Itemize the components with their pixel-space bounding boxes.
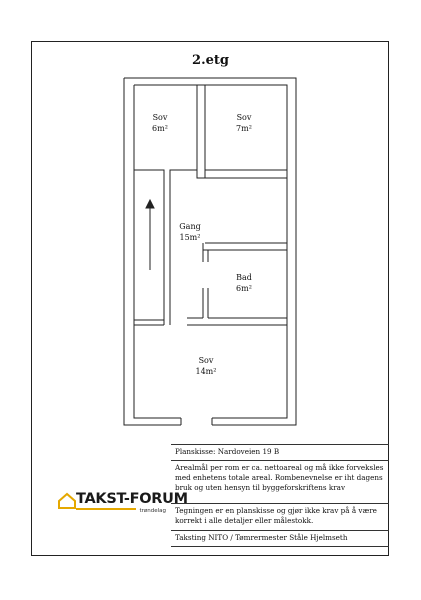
direction-arrow: [146, 200, 154, 270]
sketch-label: Planskisse: Nardoveien 19 B: [171, 445, 389, 461]
room-area: 6m²: [236, 284, 252, 293]
room-label-bad: [214, 272, 274, 294]
room-name: Gang: [179, 222, 201, 231]
wall-sov-3: [134, 320, 164, 325]
room-area: 6m²: [152, 124, 168, 133]
room-name: Sov: [236, 113, 252, 122]
room-label-sov-2: [214, 112, 274, 134]
takst-forum-logo: [58, 491, 188, 519]
room-label-sov-3: [176, 355, 236, 377]
room-name: Sov: [152, 113, 168, 122]
room-area: 14m²: [195, 367, 217, 376]
author: Taksting NITO / Tømrermester Ståle Hjelmseth: [171, 531, 389, 547]
floor-title: 2.etg: [192, 53, 229, 68]
logo-name: TAKST-FORUM: [76, 491, 188, 507]
house-logo-icon: [58, 492, 76, 510]
room-name: Sov: [198, 356, 214, 365]
room-area: 7m²: [236, 124, 252, 133]
room-area: 15m²: [179, 233, 201, 242]
room-name: Bad: [236, 273, 252, 282]
info-box: [171, 444, 389, 547]
room-label-sov-1: [130, 112, 190, 134]
disclaimer: Tegningen er en planskisse og gjør ikke krav på å være korrekt i alle detaljer eller målestokk.: [171, 504, 389, 531]
logo-accent-bar: [76, 508, 136, 510]
wall-gang: [134, 176, 170, 325]
area-note: Arealmål per rom er ca. nettoareal og må ikke forveksles med enhetens totale areal. Rombenevnelse er iht dagens bruk og uten hensyn til byggeforskriftens krav: [171, 461, 389, 504]
logo-region: trøndelag: [139, 508, 166, 514]
wall-bad: [203, 243, 287, 262]
room-label-gang: [160, 221, 220, 243]
